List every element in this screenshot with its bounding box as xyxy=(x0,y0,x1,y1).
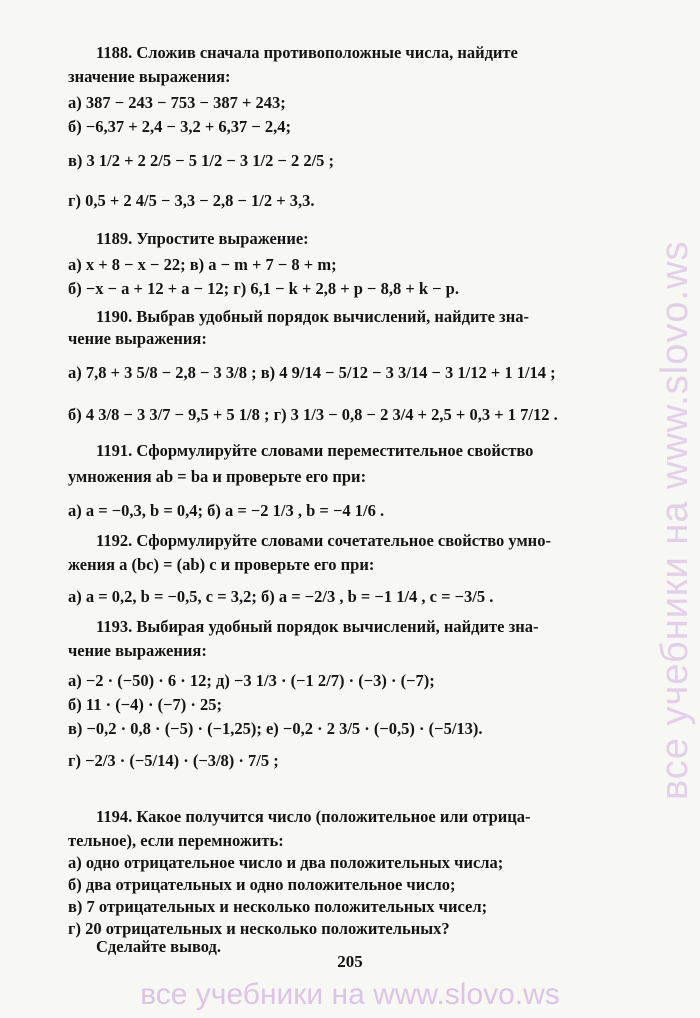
line-1190-heading-2: чение выражения: xyxy=(68,329,207,348)
side-watermark: все учебники на www.slovo.ws xyxy=(654,240,696,800)
line-1188-heading-1: 1188. Сложив сначала противоположные числа, найдите xyxy=(96,43,518,62)
page-number: 205 xyxy=(337,952,363,971)
line-1193-heading-2: чение выражения: xyxy=(68,641,207,660)
line-1193-a-d: а) −2 · (−50) · 6 · 12; д) −3 1/3 · (−1 2/7) · (−3) · (−7); xyxy=(68,671,435,690)
line-1188-heading-2: значение выражения: xyxy=(68,67,231,86)
line-1193-heading-1: 1193. Выбирая удобный порядок вычислений, найдите зна- xyxy=(96,617,539,636)
line-1191-heading-1: 1191. Сформулируйте словами переместительное свойство xyxy=(96,441,534,460)
line-1188-g: г) 0,5 + 2 4/5 − 3,3 − 2,8 − 1/2 + 3,3. xyxy=(68,191,315,210)
line-1190-a-v: а) 7,8 + 3 5/8 − 2,8 − 3 3/8 ; в) 4 9/14 − 5/12 − 3 3/14 − 3 1/12 + 1 1/14 ; xyxy=(68,363,556,382)
line-1194-g: г) 20 отрицательных и несколько положительных? xyxy=(68,919,450,938)
line-1192-heading-1: 1192. Сформулируйте словами сочетательное свойство умно- xyxy=(96,531,551,550)
bottom-watermark: все учебники на www.slovo.ws xyxy=(140,978,560,1011)
line-1189-heading: 1189. Упростите выражение: xyxy=(96,229,309,248)
line-1194-v: в) 7 отрицательных и несколько положительных чисел; xyxy=(68,897,488,916)
line-1189-b-g: б) −x − a + 12 + a − 12; г) 6,1 − k + 2,8 + p − 8,8 + k − p. xyxy=(68,279,459,298)
line-1192-a-b: а) a = 0,2, b = −0,5, c = 3,2; б) a = −2/3 , b = −1 1/4 , c = −3/5 . xyxy=(68,587,494,606)
line-1189-a-v: а) x + 8 − x − 22; в) a − m + 7 − 8 + m; xyxy=(68,255,337,274)
line-1194-heading-2: тельное), если перемножить: xyxy=(68,831,284,850)
line-1193-g: г) −2/3 · (−5/14) · (−3/8) · 7/5 ; xyxy=(68,751,279,770)
line-1188-a: а) 387 − 243 − 753 − 387 + 243; xyxy=(68,93,286,112)
line-1194-b: б) два отрицательных и одно положительное число; xyxy=(68,875,456,894)
line-1194-conclusion: Сделайте вывод. xyxy=(96,937,221,956)
line-1194-heading-1: 1194. Какое получится число (положительное или отрица- xyxy=(96,807,531,826)
line-1191-heading-2: умножения ab = ba и проверьте его при: xyxy=(68,467,367,486)
line-1190-b-g: б) 4 3/8 − 3 3/7 − 9,5 + 5 1/8 ; г) 3 1/3 − 0,8 − 2 3/4 + 2,5 + 0,3 + 1 7/12 . xyxy=(68,405,558,424)
line-1194-a: а) одно отрицательное число и два положительных числа; xyxy=(68,853,504,872)
line-1193-v-e: в) −0,2 · 0,8 · (−5) · (−1,25); е) −0,2 · 2 3/5 · (−0,5) · (−5/13). xyxy=(68,719,483,738)
line-1188-v: в) 3 1/2 + 2 2/5 − 5 1/2 − 3 1/2 − 2 2/5 ; xyxy=(68,151,335,170)
line-1191-a-b: а) a = −0,3, b = 0,4; б) a = −2 1/3 , b = −4 1/6 . xyxy=(68,501,385,520)
line-1192-heading-2: жения a (bc) = (ab) c и проверьте его при: xyxy=(68,555,375,574)
line-1193-b: б) 11 · (−4) · (−7) · 25; xyxy=(68,695,222,714)
line-1188-b: б) −6,37 + 2,4 − 3,2 + 6,37 − 2,4; xyxy=(68,117,291,136)
line-1190-heading-1: 1190. Выбрав удобный порядок вычислений, найдите зна- xyxy=(96,307,529,326)
